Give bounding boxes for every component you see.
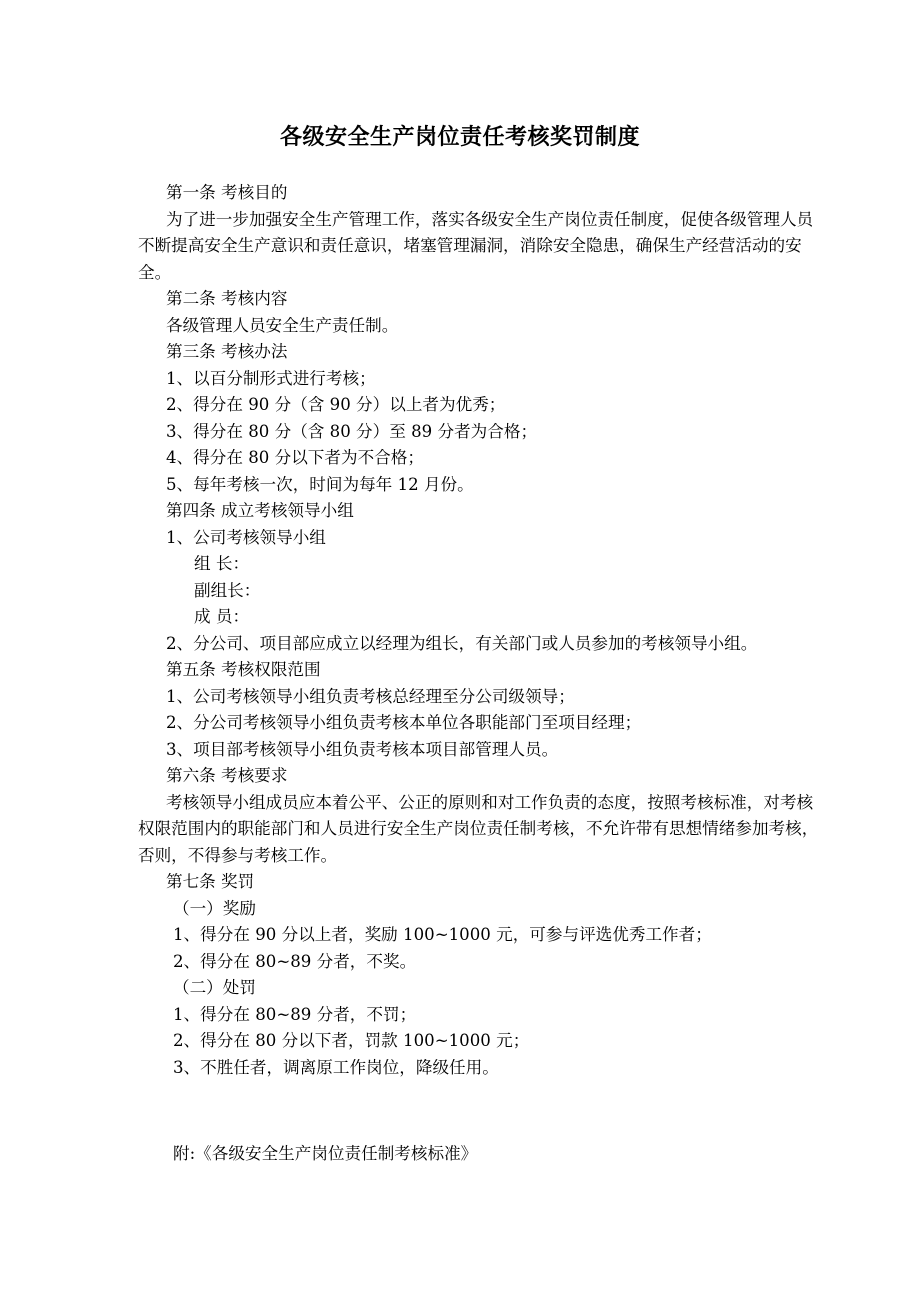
blank-line xyxy=(138,1098,820,1125)
document-line: 1、以百分制形式进行考核； xyxy=(166,368,376,388)
document-line: 3、项目部考核领导小组负责考核本项目部管理人员。 xyxy=(166,739,559,759)
document-line: （二）处罚 xyxy=(173,978,256,997)
document-line: 成 员： xyxy=(194,607,250,626)
document-line: 副组长： xyxy=(194,580,261,600)
document-line: 2、得分在 80~89 分者，不奖。 xyxy=(173,951,417,971)
document-title: 各级安全生产岗位责任考核奖罚制度 xyxy=(279,124,640,150)
document-line: 第七条 奖罚 xyxy=(166,872,255,891)
document-line: 3、不胜任者，调离原工作岗位，降级任用。 xyxy=(173,1057,499,1077)
document-line: 为了进一步加强安全生产管理工作，落实各级安全生产岗位责任制度，促使各级管理人员不断提高安全生产意识和责任意识，堵塞管理漏洞，消除安全隐患，确保生产经营活动的安全。 xyxy=(138,209,814,282)
document-line: 4、得分在 80 分以下者为不合格； xyxy=(166,448,424,467)
document-line: 5、每年考核一次，时间为每年 12 月份。 xyxy=(166,474,474,494)
document-line: 第四条 成立考核领导小组 xyxy=(166,501,354,520)
document-line: 各级管理人员安全生产责任制。 xyxy=(166,315,399,335)
document-line: 第一条 考核目的 xyxy=(166,183,288,202)
document-line: 第六条 考核要求 xyxy=(166,766,288,785)
document-line: 第三条 考核办法 xyxy=(166,342,288,361)
document-line: 1、公司考核领导小组 xyxy=(166,527,326,547)
document-line: 第五条 考核权限范围 xyxy=(166,660,321,679)
document-line: 组 长： xyxy=(194,554,250,573)
document-line: 2、分公司考核领导小组负责考核本单位各职能部门至项目经理； xyxy=(166,713,642,732)
document-line: 附:《各级安全生产岗位责任制考核标准》 xyxy=(173,1143,478,1163)
document-body xyxy=(138,180,820,1167)
document-line: 2、分公司、项目部应成立以经理为组长，有关部门或人员参加的考核领导小组。 xyxy=(166,633,758,653)
document-line: 考核领导小组成员应本着公平、公正的原则和对工作负责的态度，按照考核标准，对考核权限范围内的职能部门和人员进行安全生产岗位责任制考核，不允许带有思想情绪参加考核，否则，不得参与考核工作。 xyxy=(138,792,819,865)
document-line: 1、得分在 90 分以上者，奖励 100~1000 元，可参与评选优秀工作者； xyxy=(173,925,712,944)
document-line: 3、得分在 80 分（含 80 分）至 89 分者为合格； xyxy=(166,421,538,441)
document-line: 第二条 考核内容 xyxy=(166,289,288,308)
document-line: 2、得分在 80 分以下者，罚款 100~1000 元； xyxy=(173,1031,530,1050)
document-line: 1、得分在 80~89 分者，不罚； xyxy=(173,1004,417,1024)
document-line: 2、得分在 90 分（含 90 分）以上者为优秀； xyxy=(166,395,506,414)
document-line: （一）奖励 xyxy=(173,898,256,918)
document-line: 1、公司考核领导小组负责考核总经理至分公司级领导； xyxy=(166,686,575,706)
